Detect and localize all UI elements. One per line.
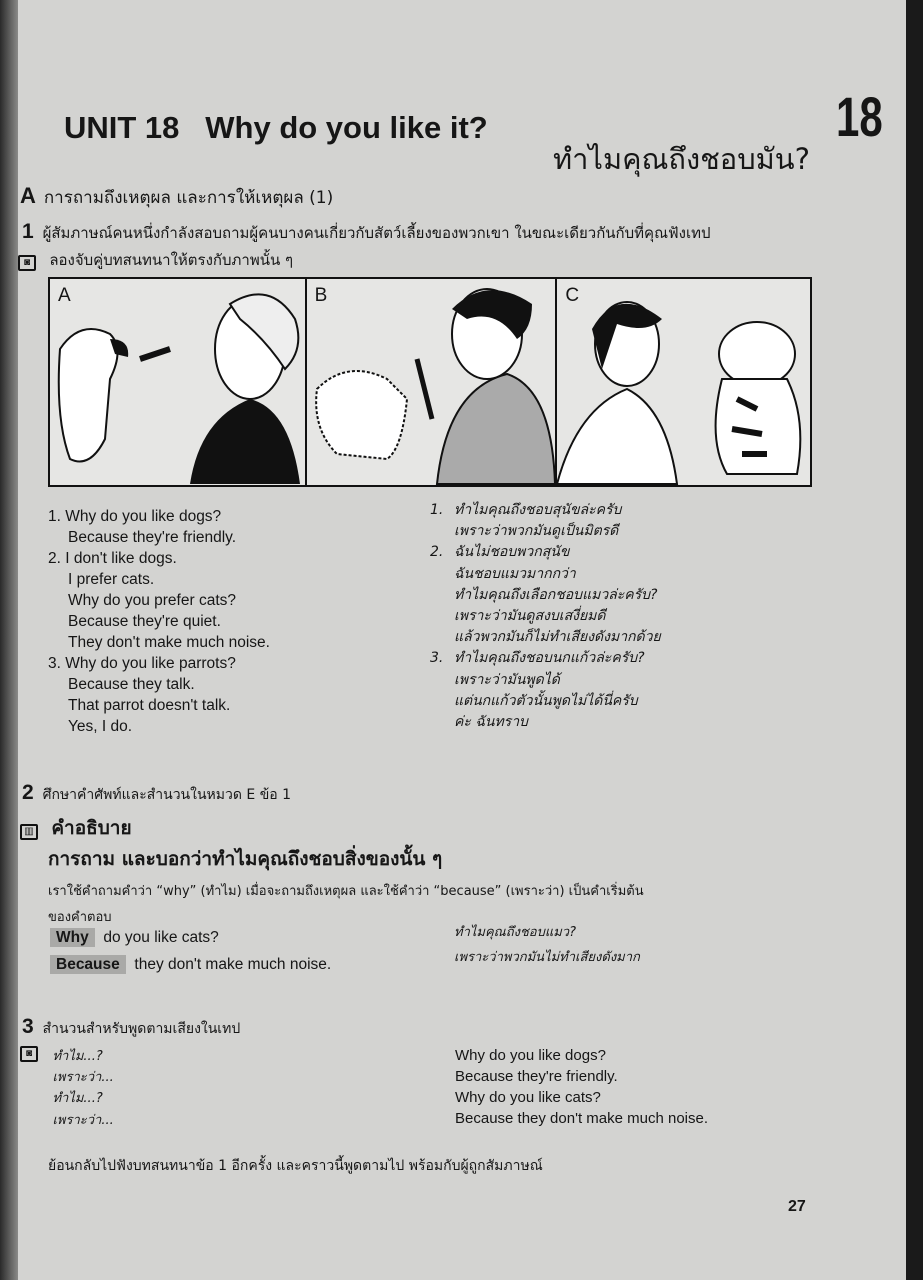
example-why: Why do you like cats?	[50, 927, 219, 948]
woman-with-parrot-illustration	[50, 279, 306, 485]
cassette-tape-icon: ◙	[20, 1046, 38, 1062]
example-because-thai: เพราะว่าพวกมันไม่ทำเสียงดังมาก	[454, 950, 640, 965]
picture-panels	[48, 277, 812, 487]
explanation-label: ▥ คำอธิบาย	[20, 813, 132, 843]
page-edge-shadow	[0, 0, 18, 1280]
explanation-body-1: เราใช้คำถามคำว่า “why” (ทำไม) เมื่อจะถามถึงเหตุผล และใช้คำว่า “because” (เพราะว่า) เป็นคำเริ่มต้น	[48, 884, 644, 899]
dialogue-english: 1. Why do you like dogs? Because they're friendly. 2. I don't like dogs. I prefer cats. Why do you prefer cats? Because they're quiet. They don't make much noise. 3. Why do you like parrots? Because they talk. That parrot doesn't talk. Yes, I do.	[48, 508, 270, 735]
exercise-1-instruction-2: ◙ ลองจับคู่บทสนทนาให้ตรงกับภาพนั้น ๆ	[18, 248, 293, 272]
explanation-body-2: ของคำตอบ	[48, 910, 112, 925]
exercise-3-english: Why do you like dogs? Because they're friendly. Why do you like cats? Because they don't make much noise.	[455, 1047, 709, 1127]
panel-a	[50, 279, 307, 485]
page-number: 27	[788, 1198, 806, 1215]
exercise-3-prompts: ◙ ทำไม...? เพราะว่า... ทำไม...? เพราะว่า...	[20, 1046, 114, 1131]
exercise-1-instruction: 1 ผู้สัมภาษณ์คนหนึ่งกำลังสอบถามผู้คนบางคนเกี่ยวกับสัตว์เลี้ยงของพวกเขา ในขณะเดียวกันกับที่คุณฟังเทป	[22, 220, 711, 243]
panel-label-a: A	[58, 285, 71, 306]
section-a-heading: A การถามถึงเหตุผล และการให้เหตุผล (1)	[20, 183, 334, 208]
woman-with-cat-illustration	[557, 279, 811, 485]
panel-label-b: B	[314, 285, 328, 306]
unit-number-tab: 18	[836, 85, 883, 148]
panel-b	[307, 279, 558, 485]
panel-c	[557, 279, 810, 485]
exercise-2-instruction: 2 ศึกษาคำศัพท์และสำนวนในหมวด E ข้อ 1	[22, 781, 292, 804]
example-why-thai: ทำไมคุณถึงชอบแมว?	[454, 925, 576, 940]
example-because: Because they don't make much noise.	[50, 954, 331, 975]
explanation-subheading: การถาม และบอกว่าทำไมคุณถึงชอบสิ่งของนั้น ๆ	[48, 848, 443, 870]
textbook-page	[18, 0, 906, 1280]
unit-title: UNIT 18 Why do you like it?	[64, 110, 488, 145]
dialogue-thai: 1. ทำไมคุณถึงชอบสุนัขล่ะครับ เพราะว่าพวกมันดูเป็นมิตรดี 2. ฉันไม่ชอบพวกสุนัข ฉันชอบแมวมากกว่า ทำไมคุณถึงเลือกชอบแมวล่ะครับ? เพราะว่ามันดูสงบเสงี่ยมดี แล้วพวกมันก็ไม่ทำเสียงดังมากด้วย 3. ทำไมคุณถึงชอบนกแก้วล่ะครับ? เพราะว่ามันพูดได้ แต่นกแก้วตัวนั้นพูดไม่ได้นี่ครับ ค่ะ ฉันทราบ	[430, 502, 661, 731]
thai-title: ทำไมคุณถึงชอบมัน?	[553, 142, 810, 176]
cassette-tape-icon: ◙	[18, 255, 36, 271]
exercise-3-instruction: 3 สำนวนสำหรับพูดตามเสียงในเทป	[22, 1015, 241, 1038]
panel-label-c: C	[565, 285, 580, 306]
book-icon: ▥	[20, 824, 38, 840]
man-with-dog-illustration	[307, 279, 557, 485]
exercise-3-footer: ย้อนกลับไปฟังบทสนทนาข้อ 1 อีกครั้ง และคราวนี้พูดตามไป พร้อมกับผู้ถูกสัมภาษณ์	[48, 1158, 543, 1174]
